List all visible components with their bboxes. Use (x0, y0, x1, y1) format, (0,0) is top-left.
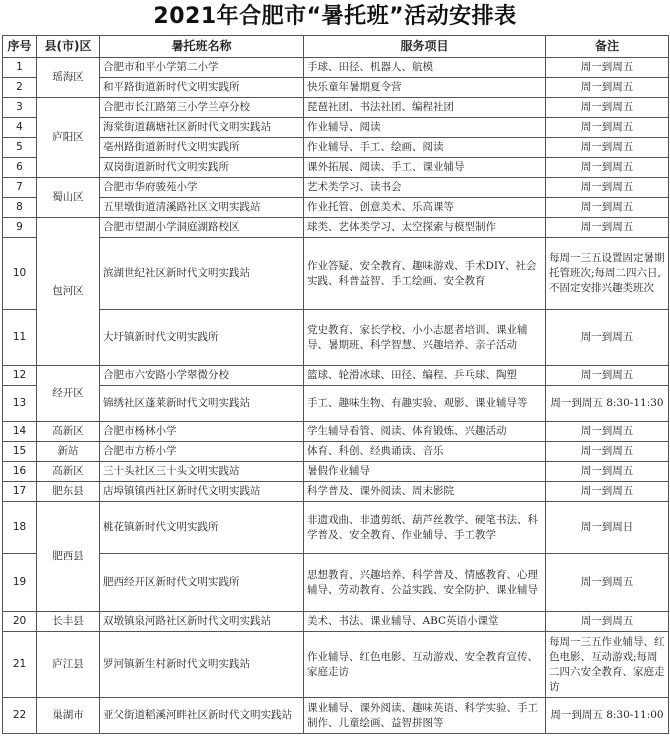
row-no: 8 (3, 198, 37, 218)
row-no: 21 (3, 632, 37, 698)
table-row (3, 422, 669, 442)
table-row (3, 366, 669, 386)
row-note: 周一到周五 (546, 442, 669, 462)
row-service: 科学普及、课外阅读、周末影院 (304, 482, 546, 502)
row-note: 周一到周五 8:30-11:00 (546, 698, 669, 734)
row-name: 和平路街道新时代文明实践所 (100, 78, 304, 98)
row-no: 17 (3, 482, 37, 502)
row-note: 周一到周五 (546, 366, 669, 386)
table-row (3, 632, 669, 698)
row-service: 暑假作业辅导 (304, 462, 546, 482)
row-no: 19 (3, 554, 37, 612)
row-note: 周一到周五 (546, 310, 669, 366)
table-row (3, 502, 669, 554)
row-note: 每周一三五设置固定暑期托管班次;每周二四六日,不固定安排兴趣类班次 (546, 238, 669, 310)
header-no: 序号 (3, 36, 37, 58)
row-service: 作业辅导、阅读 (304, 118, 546, 138)
row-service: 篮球、轮滑冰球、田径、编程、乒乓球、陶塑 (304, 366, 546, 386)
row-note: 周一到周五 (546, 482, 669, 502)
row-service: 课外拓展、阅读、手工、课业辅导 (304, 158, 546, 178)
row-district: 高新区 (37, 462, 100, 482)
table-row (3, 198, 669, 218)
row-service: 艺术类学习、读书会 (304, 178, 546, 198)
row-service: 美术、书法、课业辅导、ABC英语小课堂 (304, 612, 546, 632)
row-no: 20 (3, 612, 37, 632)
row-name: 店埠镇镇西社区新时代文明实践站 (100, 482, 304, 502)
table-row (3, 554, 669, 612)
row-no: 10 (3, 238, 37, 310)
header-service: 服务项目 (304, 36, 546, 58)
row-note: 周一到周五 (546, 78, 669, 98)
row-service: 非遗戏曲、非遗剪纸、葫芦丝教学、硬笔书法、科学普及、安全教育、作业辅导、手工教学 (304, 502, 546, 554)
table-row (3, 138, 669, 158)
table-row (3, 612, 669, 632)
table-row (3, 442, 669, 462)
row-name: 桃花镇新时代文明实践所 (100, 502, 304, 554)
row-district: 庐阳区 (37, 98, 100, 178)
row-name: 合肥市杨林小学 (100, 422, 304, 442)
row-no: 4 (3, 118, 37, 138)
row-name: 合肥市和平小学第二小学 (100, 58, 304, 78)
table-row (3, 118, 669, 138)
row-note: 周一到周五 (546, 178, 669, 198)
row-name: 锦绣社区蓬莱新时代文明实践站 (100, 386, 304, 422)
table-row (3, 218, 669, 238)
row-service: 琵琶社团、书法社团、编程社团 (304, 98, 546, 118)
row-no: 16 (3, 462, 37, 482)
row-no: 13 (3, 386, 37, 422)
row-name: 肥西经开区新时代文明实践所 (100, 554, 304, 612)
row-name: 合肥市六安路小学翠微分校 (100, 366, 304, 386)
row-name: 合肥市望湖小学洞庭湖路校区 (100, 218, 304, 238)
row-note: 周一到周五 (546, 554, 669, 612)
table-row (3, 98, 669, 118)
row-district: 高新区 (37, 422, 100, 442)
row-no: 3 (3, 98, 37, 118)
row-note: 周一到周五 (546, 612, 669, 632)
schedule-table (2, 35, 669, 734)
row-district: 经开区 (37, 366, 100, 422)
row-no: 15 (3, 442, 37, 462)
row-no: 18 (3, 502, 37, 554)
table-row (3, 58, 669, 78)
row-service: 作业辅导、红色电影、互动游戏、安全教育宣传、家庭走访 (304, 632, 546, 698)
row-name: 合肥市华府骏苑小学 (100, 178, 304, 198)
row-name: 滨湖世纪社区新时代文明实践站 (100, 238, 304, 310)
row-no: 12 (3, 366, 37, 386)
row-no: 22 (3, 698, 37, 734)
row-service: 体育、科创、经典诵读、音乐 (304, 442, 546, 462)
row-name: 亳州路街道新时代文明实践所 (100, 138, 304, 158)
row-service: 党史教育、家长学校、小小志愿者培训、课业辅导、暑期班、科学智慧、兴趣培养、亲子活动 (304, 310, 546, 366)
row-no: 6 (3, 158, 37, 178)
table-row (3, 462, 669, 482)
row-note: 周一到周五 (546, 98, 669, 118)
row-service: 快乐童年暑期夏令营 (304, 78, 546, 98)
row-service: 作业辅导、手工、绘画、阅读 (304, 138, 546, 158)
row-service: 思想教育、兴趣培养、科学普及、情感教育、心理辅导、劳动教育、公益实践、安全防护、课业辅导 (304, 554, 546, 612)
row-district: 蜀山区 (37, 178, 100, 218)
row-service: 手球、田径、机器人、航模 (304, 58, 546, 78)
row-note: 周一到周五 (546, 138, 669, 158)
row-name: 双岗街道新时代文明实践所 (100, 158, 304, 178)
header-district: 县(市)区 (37, 36, 100, 58)
row-note: 周一到周五 (546, 218, 669, 238)
row-service: 学生辅导看管、阅读、体育锻炼、兴趣活动 (304, 422, 546, 442)
table-row (3, 386, 669, 422)
header-row (3, 36, 669, 58)
row-note: 周一到周五 (546, 422, 669, 442)
row-name: 亚父街道稻溪河畔社区新时代文明实践站 (100, 698, 304, 734)
row-name: 海棠街道藕塘社区新时代文明实践站 (100, 118, 304, 138)
row-note: 周一到周五 (546, 462, 669, 482)
row-no: 9 (3, 218, 37, 238)
table-row (3, 78, 669, 98)
table-row (3, 178, 669, 198)
row-no: 5 (3, 138, 37, 158)
row-service: 手工、趣味生物、有趣实验、观影、课业辅导等 (304, 386, 546, 422)
row-district: 新站 (37, 442, 100, 462)
row-note: 周一到周五 (546, 118, 669, 138)
row-name: 罗河镇新生村新时代文明实践站 (100, 632, 304, 698)
row-name: 合肥市长江路第三小学兰亭分校 (100, 98, 304, 118)
row-district: 巢湖市 (37, 698, 100, 734)
header-name: 暑托班名称 (100, 36, 304, 58)
table-row (3, 482, 669, 502)
table-row (3, 158, 669, 178)
row-no: 7 (3, 178, 37, 198)
row-name: 三十头社区三十头文明实践站 (100, 462, 304, 482)
page-title: 2021年合肥市“暑托班”活动安排表 (153, 4, 517, 29)
table-row (3, 310, 669, 366)
row-note: 周一到周五 (546, 58, 669, 78)
row-service: 作业答疑、安全教育、趣味游戏、手术DIY、社会实践、科普益智、手工绘画、安全教育 (304, 238, 546, 310)
row-note: 周一到周日 (546, 502, 669, 554)
row-note: 周一到周五 (546, 158, 669, 178)
row-note: 周一到周五 (546, 198, 669, 218)
row-district: 包河区 (37, 218, 100, 366)
row-no: 2 (3, 78, 37, 98)
row-district: 肥西县 (37, 502, 100, 612)
row-no: 14 (3, 422, 37, 442)
row-name: 大圩镇新时代文明实践所 (100, 310, 304, 366)
row-note: 周一到周五 8:30-11:30 (546, 386, 669, 422)
row-service: 作业托管、创意美术、乐高课等 (304, 198, 546, 218)
row-name: 双墩镇泉河路社区新时代文明实践站 (100, 612, 304, 632)
row-name: 合肥市方桥小学 (100, 442, 304, 462)
row-district: 长丰县 (37, 612, 100, 632)
row-district: 肥东县 (37, 482, 100, 502)
row-no: 11 (3, 310, 37, 366)
header-note: 备注 (546, 36, 669, 58)
row-service: 球类、艺体类学习、太空探索与模型制作 (304, 218, 546, 238)
row-service: 课业辅导、课外阅读、趣味英语、科学实验、手工制作、儿童绘画、益智拼图等 (304, 698, 546, 734)
row-note: 每周一三五作业辅导、红色电影、互动游戏;每周二四六安全教育、家庭走访 (546, 632, 669, 698)
row-district: 瑶海区 (37, 58, 100, 98)
table-row (3, 238, 669, 310)
row-no: 1 (3, 58, 37, 78)
row-name: 五里墩街道清溪路社区文明实践站 (100, 198, 304, 218)
table-row (3, 698, 669, 734)
row-district: 庐江县 (37, 632, 100, 698)
